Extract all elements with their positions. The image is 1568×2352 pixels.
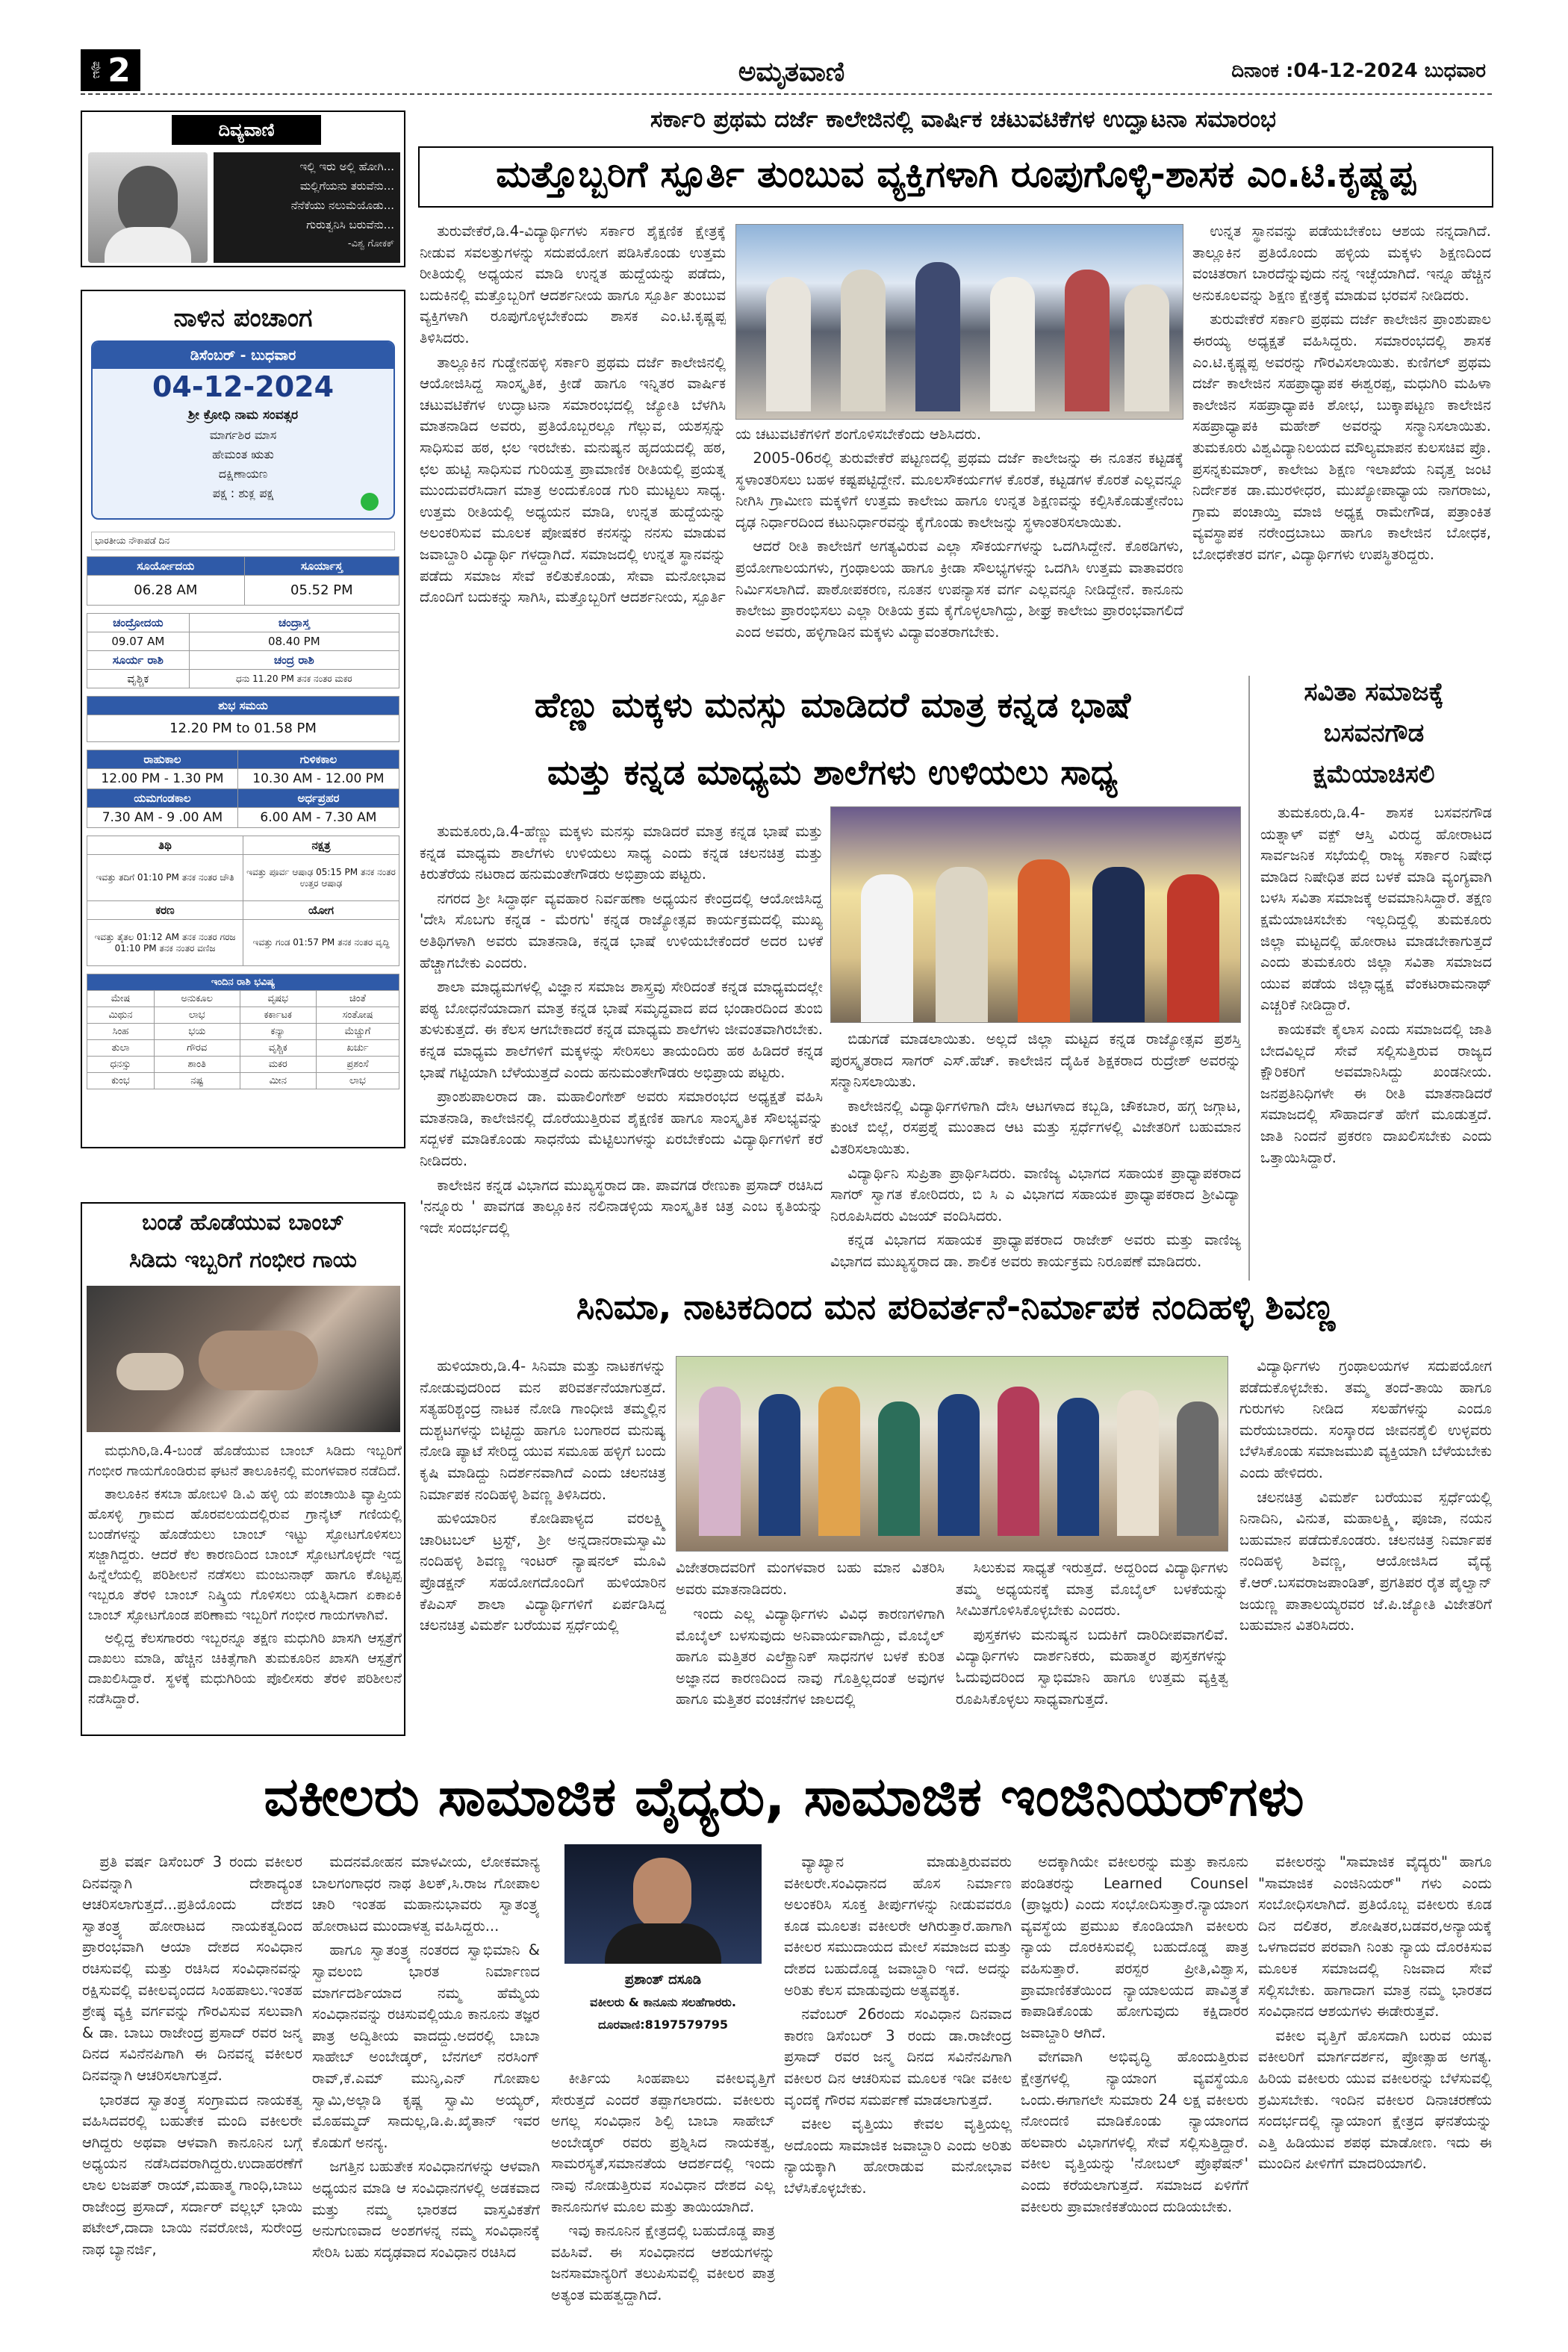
surya-rashi-label: ಸೂರ್ಯ ರಾಶಿ bbox=[87, 651, 190, 670]
paragraph: ವಕೀಲರನ್ನು "ಸಾಮಾಜಿಕ ವೈದ್ಯರು" ಹಾಗೂ "ಸಾಮಾಜಿಕ ಎಂಜಿನಿಯರ್" ಗಳು ಎಂದು ಸಂಬೋಧಿಸಲಾಗಿದೆ. ಪ್ರತಿಯೊಬ್ಬ ವಕೀಲರು ಕೂಡ ದಿನ ದಲಿತರ, ಶೋಷಿತರ,ಬಡವರ,ಅನ್ಯಾಯಕ್ಕೆ ಒಳಗಾದವರ ಪರವಾಗಿ ನಿಂತು ನ್ಯಾಯ ದೊರಕಿಸುವ ಮೂಲಕ ಸಮಾಜದಲ್ಲಿ ನಿಜವಾದ ಸೇವೆ ಸಲ್ಲಿಸಬೇಕು. ಹಾಗಾದಾಗ ಮಾತ್ರ ನಮ್ಮ ಭಾರತದ ಸಂವಿಧಾನದ ಆಶಯಗಳು ಈಡೇರುತ್ತವೆ. bbox=[1258, 1853, 1492, 2020]
gulika-value: 10.30 AM - 12.00 PM bbox=[237, 769, 399, 789]
story3-col3 bbox=[956, 1558, 1228, 1737]
rashi-prediction: ಮೆಚ್ಚುಗೆ bbox=[316, 1024, 399, 1040]
paragraph: ನಗರದ ಶ್ರೀ ಸಿದ್ಧಾರ್ಥ ವ್ಯವಹಾರ ನಿರ್ವಹಣಾ ಅಧ್ಯಯನ ಕೇಂದ್ರದಲ್ಲಿ ಆಯೋಜಿಸಿದ್ದ 'ದೇಸಿ ಸೊಬಗು ಕನ್ನಡ - ಮೆರಗು' ಕನ್ನಡ ರಾಜ್ಯೋತ್ಸವ ಕಾರ್ಯಕ್ರಮದಲ್ಲಿ ಮುಖ್ಯ ಅತಿಥಿಗಳಾಗಿ ಅವರು ಮಾತನಾಡಿ, ಕನ್ನಡ ಭಾಷೆ ಉಳಿಯಬೇಕೆಂದರೆ ಅದರ ಬಳಕೆ ಹೆಚ್ಚಾಗಬೇಕು ಎಂದರು. bbox=[420, 889, 823, 971]
rashi-prediction: ನಷ್ಟ bbox=[154, 1073, 240, 1089]
paragraph: ತುರುವೇಕೆರೆ ಸರ್ಕಾರಿ ಪ್ರಥಮ ದರ್ಜೆ ಕಾಲೇಜಿನ ಪ್ರಾಂಶುಪಾಲ ಈರಯ್ಯ ಅಧ್ಯಕ್ಷತೆ ವಹಿಸಿದ್ದರು. ಸಮಾರಂಭದಲ್ಲಿ ಶಾಸಕ ಎಂ.ಟಿ.ಕೃಷ್ಣಪ್ಪ ಅವರನ್ನು ಗೌರವಿಸಲಾಯಿತು. ಕುಣಿಗಲ್ ಪ್ರಥಮ ದರ್ಜೆ ಕಾಲೇಜಿನ ಸಹಪ್ರಾಧ್ಯಾಪಕ ಈಶ್ವರಪ್ಪ, ಮಧುಗಿರಿ ಮಹಿಳಾ ಕಾಲೇಜಿನ ಸಹಪ್ರಾಧ್ಯಾಪಕಿ ಶೋಭ, ಬುಕ್ಕಾಪಟ್ಟಣ ಕಾಲೇಜಿನ ಸಹಪ್ರಾಧ್ಯಾಪಕಿ ಮಹೇಶ್ ಅವರನ್ನು ಸನ್ಮಾನಿಸಲಾಯಿತು. ತುಮಕೂರು ವಿಶ್ವವಿದ್ಯಾನಿಲಯದ ಮೌಲ್ಯಮಾಪನ ಕುಲಸಚಿವ ಪ್ರೊ. ಪ್ರಸನ್ನಕುಮಾರ್, ಕಾಲೇಜು ಶಿಕ್ಷಣ ಇಲಾಖೆಯ ನಿವೃತ್ತ ಜಂಟಿ ನಿರ್ದೇಶಕ ಡಾ.ಮುರಳೀಧರ, ಮುಖ್ಯೋಪಾಧ್ಯಾಯ ನಾಗರಾಜು, ಗ್ರಾಮ ಪಂಚಾಯ್ತಿ ಮಾಜಿ ಅಧ್ಯಕ್ಷ ರಾಮೇಗೌಡ, ಪತ್ರಾಂಕಿತ ವ್ಯವಸ್ಥಾಪಕ ನರೇಂದ್ರಬಾಬು ಹಾಗೂ ಕಾಲೇಜಿನ ಬೋಧಕ, ಬೋಧಕೇತರ ವರ್ಗ, ವಿದ್ಯಾರ್ಥಿಗಳು ಉಪಸ್ಥಿತರಿದ್ದರು. bbox=[1192, 311, 1491, 563]
story4-col4 bbox=[784, 1852, 1012, 2345]
paragraph: ಪ್ರತಿ ವರ್ಷ ಡಿಸೆಂಬರ್ 3 ರಂದು ವಕೀಲರ ದಿನವನ್ನಾಗಿ ದೇಶಾದ್ಯಂತ ಆಚರಿಸಲಾಗುತ್ತದೆ...ಪ್ರತಿಯೊಂದು ದೇಶದ ಸ್ವಾತಂತ್ರ್ಯ ಹೋರಾಟದ ನಾಯಕತ್ವದಿಂದ ಪ್ರಾರಂಭವಾಗಿ ಆಯಾ ದೇಶದ ಸಂವಿಧಾನ ರಚಿಸುವಲ್ಲಿ ಮತ್ತು ರಚಿಸಿದ ಸಂವಿಧಾನವನ್ನು ರಕ್ಷಿಸುವಲ್ಲಿ ವಕೀಲವೃಂದದ ಸಿಂಹಪಾಲು.ಇಂತಹ ಶ್ರೇಷ್ಠ ವ್ಯಕ್ತಿ ವರ್ಗವನ್ನು ಗೌರವಿಸುವ ಸಲುವಾಗಿ & ಡಾ. ಬಾಬು ರಾಜೇಂದ್ರ ಪ್ರಸಾದ್ ರವರ ಜನ್ಮ ದಿನದ ಸವಿನೆನಪಿಗಾಗಿ ಈ ದಿನವನ್ನ ವಕೀಲರ ದಿನವನ್ನಾಗಿ ಆಚರಿಸಲಾಗುತ್ತದೆ. bbox=[82, 1853, 302, 2084]
shubha-table bbox=[87, 696, 399, 742]
paragraph: ಪ್ರಾಂಶುಪಾಲರಾದ ಡಾ. ಮಹಾಲಿಂಗೇಶ್ ಅವರು ಸಮಾರಂಭದ ಅಧ್ಯಕ್ಷತೆ ವಹಿಸಿ ಮಾತನಾಡಿ, ಕಾಲೇಜಿನಲ್ಲಿ ದೊರೆಯುತ್ತಿರುವ ಶೈಕ್ಷಣಿಕ ಹಾಗೂ ಸಾಂಸ್ಕೃತಿಕ ಸೌಲಭ್ಯವನ್ನು ಸದ್ಬಳಕೆ ಮಾಡಿಕೊಂಡು ಸಾಧನೆಯ ಮೆಟ್ಟಿಲುಗಳನ್ನು ಏರಬೇಕೆಂದು ವಿದ್ಯಾರ್ಥಿಗಳಿಗೆ ಕರೆ ನೀಡಿದರು. bbox=[420, 1088, 823, 1169]
story1-headline: ಮತ್ತೊಬ್ಬರಿಗೆ ಸ್ಪೂರ್ತಿ ತುಂಬುವ ವ್ಯಕ್ತಿಗಳಾಗಿ ರೂಪುಗೊಳ್ಳಿ-ಶಾಸಕ ಎಂ.ಟಿ.ಕೃಷ್ಣಪ್ಪ bbox=[418, 146, 1493, 208]
moon-table bbox=[87, 613, 399, 688]
quote-line: ಇಲ್ಲಿ ಇರು ಅಲ್ಲಿ ಹೋಗಿ... bbox=[299, 160, 394, 173]
story1-photo bbox=[735, 224, 1183, 420]
ayana: ದಕ್ಷಿಣಾಯಣ bbox=[218, 467, 268, 481]
paragraph: ನವೆಂಬರ್ 26ರಂದು ಸಂವಿಧಾನ ದಿನವಾದ ಕಾರಣ ಡಿಸೆಂಬರ್ 3 ರಂದು ಡಾ.ರಾಜೇಂದ್ರ ಪ್ರಸಾದ್ ರವರ ಜನ್ಮ ದಿನದ ಸವಿನೆನಪಿಗಾಗಿ ವಕೀಲರ ದಿನ ಆಚರಿಸುವ ಮೂಲಕ ಇಡೀ ವಕೀಲ ವೃಂದಕ್ಕೆ ಗೌರವ ಸಮರ್ಪಣೆ ಮಾಡಲಾಗುತ್ತದೆ. bbox=[784, 2006, 1012, 2109]
quote-author: -ವಿಶ್ವ ಗೋಕಕ್ bbox=[347, 238, 394, 249]
karana-label: ಕರಣ bbox=[87, 901, 243, 920]
divyavani-quote bbox=[214, 152, 400, 263]
moonset-value: 08.40 PM bbox=[189, 632, 399, 651]
month-day: ಡಿಸೆಂಬರ್ - ಬುಧವಾರ bbox=[93, 342, 393, 369]
rashi-sign: ವೃಷಭ bbox=[240, 991, 316, 1007]
story2-headline-1: ಹೆಣ್ಣು ಮಕ್ಕಳು ಮನಸ್ಸು ಮಾಡಿದರೆ ಮಾತ್ರ ಕನ್ನಡ ಭಾಷೆ bbox=[534, 687, 1131, 725]
rashi-table bbox=[87, 974, 399, 1089]
masa: ಮಾರ್ಗಶಿರ ಮಾಸ bbox=[209, 428, 277, 442]
rashi-prediction: ಸಂತೋಷ bbox=[316, 1007, 399, 1024]
panchanga-box bbox=[81, 290, 405, 1148]
story4-col3 bbox=[551, 2068, 775, 2345]
story4-col1 bbox=[82, 1852, 302, 2345]
tithi-table bbox=[87, 836, 399, 966]
rahu-label: ರಾಹುಕಾಲ bbox=[87, 750, 238, 769]
story2-photo bbox=[830, 806, 1241, 1023]
moonrise-value: 09.07 AM bbox=[87, 632, 190, 651]
gulika-label: ಗುಳಿಕಕಾಲ bbox=[237, 750, 399, 769]
rashi-row bbox=[87, 1057, 399, 1073]
paragraph: ಕಾಲೇಜಿನ ಕನ್ನಡ ವಿಭಾಗದ ಮುಖ್ಯಸ್ಥರಾದ ಡಾ. ಪಾವಗಡ ರೇಣುಕಾ ಪ್ರಸಾದ್ ರಚಿಸಿದ 'ನನ್ನೂರು ' ಪಾವಗಡ ತಾಲ್ಲೂಕಿನ ನಲಿನಾಡಳ್ಳಿಯ ಸಾಂಸ್ಕೃತಿಕ ಚಿತ್ರ ಎಂಬ ಕೃತಿಯನ್ನು ಇದೇ ಸಂದರ್ಭದಲ್ಲಿ bbox=[420, 1176, 823, 1236]
rashi-sign: ಮಿಥುನ bbox=[87, 1007, 155, 1024]
story1-photo-caption: ಯ ಚಟುವಟಿಕೆಗಳಿಗೆ ಶಂಗೊಳಿಸಬೇಕೆಂದು ಆಶಿಸಿದರು. bbox=[735, 426, 982, 443]
paragraph: ಚಲನಚಿತ್ರ ವಿಮರ್ಶೆ ಬರೆಯುವ ಸ್ಪರ್ಧೆಯಲ್ಲಿ ನಿನಾದಿನಿ, ವಿನುತ, ಮಹಾಲಕ್ಷ್ಮಿ, ಪೂಜಾ, ನಯನ ಬಹುಮಾನ ಪಡೆದುಕೊಂಡರು. ಚಲನಚಿತ್ರ ನಿರ್ಮಾಪಕ ನಂದಿಹಳ್ಳಿ ಶಿವಣ್ಣ, ಆಯೋಜಿಸಿದ ವೈದ್ಯೆ ಕೆ.ಆರ್.ಬಸವರಾಜಪಾಂಡಿತ್, ಪ್ರಗತಿಪರ ರೈತ ಪೈಲ್ವಾನ್ ಜಯಣ್ಣ ಪಾತಾಲಯ್ಯರವರ ಜೆ.ಪಿ.ಜ್ಯೋತಿ ವಿಜೇತರಿಗೆ ಬಹುಮಾನ ವಿತರಿಸಿದರು. bbox=[1239, 1488, 1492, 1634]
story3-headline: ಸಿನಿಮಾ, ನಾಟಕದಿಂದ ಮನ ಪರಿವರ್ತನೆ-ನಿರ್ಮಾಪಕ ನಂದಿಹಳ್ಳಿ ಶಿವಣ್ಣ bbox=[576, 1289, 1336, 1327]
paragraph: ಪುಸ್ತಕಗಳು ಮನುಷ್ಯನ ಬದುಕಿಗೆ ದಾರಿದೀಪವಾಗಲಿವೆ. ವಿದ್ಯಾರ್ಥಿಗಳು ದಾರ್ಶನಿಕರು, ಮಹಾತ್ಮರ ಪುಸ್ತಕಗಳನ್ನು ಓದುವುದರಿಂದ ಸ್ವಾಭಿಮಾನಿ ಹಾಗೂ ಉತ್ತಮ ವ್ಯಕ್ತಿತ್ವ ರೂಪಿಸಿಕೊಳ್ಳಲು ಸಾಧ್ಯವಾಗುತ್ತದೆ. bbox=[956, 1625, 1228, 1708]
shubha-value: 12.20 PM to 01.58 PM bbox=[87, 715, 399, 742]
story3-col2 bbox=[676, 1604, 945, 1738]
paragraph: ಜಗತ್ತಿನ ಬಹುತೇಕ ಸಂವಿಧಾನಗಳನ್ನು ಆಳವಾಗಿ ಅಧ್ಯಯನ ಮಾಡಿ ಆ ಸಂವಿಧಾನಗಳಲ್ಲಿ ಅಡಕವಾದ ಮತ್ತು ನಮ್ಮ ಭಾರತದ ವಾಸ್ತವಿಕತೆಗೆ ಅನುಗುಣವಾದ ಅಂಶಗಳನ್ನ ನಮ್ಮ ಸಂವಿಧಾನಕ್ಕೆ ಸೇರಿಸಿ ಬಹು ಸದೃಢವಾದ ಸಂವಿಧಾನ ರಚಿಸಿದ bbox=[312, 2158, 540, 2261]
time-note: ಭಾರತೀಯ ನೌಕಾಪಡೆ ದಿನ bbox=[91, 532, 395, 550]
rashi-sign: ಕುಂಭ bbox=[87, 1073, 155, 1089]
paragraph: ಇವು ಕಾನೂನಿನ ಕ್ಷೇತ್ರದಲ್ಲಿ ಬಹುದೊಡ್ಡ ಪಾತ್ರ ವಹಿಸಿವೆ. ಈ ಸಂವಿಧಾನದ ಆಶಯಗಳನ್ನು ಜನಸಾಮಾನ್ಯರಿಗೆ ತಲುಪಿಸುವಲ್ಲಿ ವಕೀಲರ ಪಾತ್ರ ಅತ್ಯಂತ ಮಹತ್ವದ್ದಾಗಿದೆ. bbox=[551, 2222, 775, 2303]
yoga-value: ಇವತ್ತು ಗಂಡ 01:57 PM ತನಕ ನಂತರ ವೃದ್ಧಿ bbox=[243, 920, 399, 966]
paksha: ಪಕ್ಷ : ಶುಕ್ಲ ಪಕ್ಷ bbox=[212, 486, 274, 500]
moonrise-label: ಚಂದ್ರೋದಯ bbox=[87, 614, 190, 632]
panchanga-title: ನಾಳಿನ ಪಂಚಾಂಗ bbox=[173, 303, 313, 333]
masthead bbox=[0, 0, 1568, 97]
paragraph: ಕಾಲೇಜಿನಲ್ಲಿ ವಿದ್ಯಾರ್ಥಿಗಳಿಗಾಗಿ ದೇಸಿ ಆಟಗಳಾದ ಕಬ್ಬಡಿ, ಚೌಕಬಾರ, ಹಗ್ಗ ಜಗ್ಗಾಟ, ಕುಂಟೆ ಬಿಲ್ಲೆ, ರಸಪ್ರಶ್ನೆ ಮುಂತಾದ ಆಟ ಮತ್ತು ಸ್ಪರ್ಧೆಗಳಲ್ಲಿ ವಿಜೇತರಿಗೆ ಬಹುಮಾನ ವಿತರಿಸಲಾಯಿತು. bbox=[830, 1097, 1241, 1157]
rashi-row bbox=[87, 1024, 399, 1040]
paragraph: ತುರುವೇಕೆರೆ,ಡಿ.4-ವಿದ್ಯಾರ್ಥಿಗಳು ಸರ್ಕಾರ ಶೈಕ್ಷಣಿಕ ಕ್ಷೇತ್ರಕ್ಕೆ ನೀಡುವ ಸವಲತ್ತುಗಳನ್ನು ಸದುಪಯೋಗ ಪಡಿಸಿಕೊಂಡು ಉತ್ತಮ ರೀತಿಯಲ್ಲಿ ಅಧ್ಯಯನ ಮಾಡಿ ಉನ್ನತ ಹುದ್ದೆಯನ್ನು ಪಡೆದು, ಬದುಕಿನಲ್ಲಿ ಮತ್ತೊಬ್ಬರಿಗೆ ಆದರ್ಶನೀಯ ಹಾಗೂ ಸ್ಪೂರ್ತಿ ತುಂಬುವ ವ್ಯಕ್ತಿಗಳಾಗಿ ರೂಪುಗೊಳ್ಳಬೇಕೆಂದು ಶಾಸಕ ಎಂ.ಟಿ.ಕೃಷ್ಣಪ್ಪ ತಿಳಿಸಿದರು. bbox=[420, 223, 726, 346]
paragraph: ಆದರೆ ರೀತಿ ಕಾಲೇಜಿಗೆ ಅಗತ್ಯವಿರುವ ಎಲ್ಲಾ ಸೌಕರ್ಯಗಳನ್ನು ಒದಗಿಸಿದ್ದೇನೆ. ಕೊಠಡಿಗಳು, ಪ್ರಯೋಗಾಲಯಗಳು, ಗ್ರಂಥಾಲಯ ಹಾಗೂ ಕ್ರೀಡಾ ಸೌಲಭ್ಯಗಳನ್ನು ಒದಗಿಸಿ ಉತ್ತಮ ವಾತಾವರಣ ನಿರ್ಮಿಸಲಾಗಿದೆ. ಪಾಠೋಪಕರಣ, ನೂತನ ಉಪನ್ಯಾಸಕ ವರ್ಗ ಎಲ್ಲವನ್ನೂ ನೀಡಿದ್ದೇನೆ. ಕಾನೂನು ಕಾಲೇಜು ಪ್ರಾರಂಭಿಸಲು ಎಲ್ಲಾ ರೀತಿಯ ಕ್ರಮ ಕೈಗೊಳ್ಳಲಾಗಿದ್ದು, ಶೀಘ್ರ ಕಾಲೇಜು ಪ್ರಾರಂಭವಾಗಲಿದೆ ಎಂದ ಅವರು, ಹಳ್ಳಿಗಾಡಿನ ಮಕ್ಕಳು ವಿದ್ಯಾವಂತರಾಗಬೇಕು. bbox=[735, 538, 1183, 641]
paragraph: ಮದನಮೋಹನ ಮಾಳವೀಯ, ಲೋಕಮಾನ್ಯ ಬಾಲಗಂಗಾಧರ ನಾಥ ತಿಲಕ್,ಸಿ.ರಾಜ ಗೋಪಾಲ ಚಾರಿ ಇಂತಹ ಮಹಾನುಭಾವರು ಸ್ವಾತಂತ್ರ್ಯ ಹೋರಾಟದ ಮುಂದಾಳತ್ವ ವಹಿಸಿದ್ದರು... bbox=[312, 1853, 540, 1935]
story4-col6 bbox=[1258, 1852, 1492, 2345]
story4-col2 bbox=[312, 1852, 540, 2345]
bomb-paragraph: ತಾಲೂಕಿನ ಕಸಬಾ ಹೋಬಳಿ ಡಿ.ವಿ ಹಳ್ಳಿ ಯ ಪಂಚಾಯಿತಿ ವ್ಯಾಪ್ತಿಯ ಹೊಸಳ್ಳಿ ಗ್ರಾಮದ ಹೊರವಲಯದಲ್ಲಿರುವ ಗ್ರಾನೈಟ್ ಗಣಿಯಲ್ಲಿ ಬಂಡೆಗಳನ್ನು ಹೊಡೆಯಲು ಬಾಂಬ್ ಇಟ್ಟು ಸ್ಫೋಟಗೊಳಿಸಲು ಸಜ್ಜಾಗಿದ್ದರು. ಆದರೆ ಕೆಲ ಕಾರಣದಿಂದ ಬಾಂಬ್ ಸ್ಫೋಟಗೊಳ್ಳದೇ ಇದ್ದ ಹಿನ್ನೆಲೆಯಲ್ಲಿ ಪರಿಶೀಲನೆ ನಡೆಸಲು ಮಂಜುನಾಥ್ ಹಾಗೂ ಕೊಟ್ಟಪ್ಪ ಇಬ್ಬರೂ ತೆರಳಿ ಬಾಂಬ್ ನಿಷ್ಕ್ರಿಯ ಗೊಳಿಸಲು ಯತ್ನಿಸಿದಾಗ ಏಕಾಏಕಿ ಬಾಂಬ್ ಸ್ಫೋಟಗೊಂಡ ಪರಿಣಾಮ ಇಬ್ಬರಿಗೆ ಗಂಭೀರ ಗಾಯಗಳಾಗಿವೆ. bbox=[88, 1487, 402, 1623]
page-label: ಪುಟ bbox=[90, 61, 105, 79]
quote-line: ನೆನೆಕೆಯು ನಲುಮೆಯೊಡು... bbox=[290, 199, 394, 212]
nakshatra-value: ಇವತ್ತು ಪೂರ್ವ ಆಷಾಢ 05:15 PM ತನಕ ನಂತರ ಉತ್ತರ ಆಷಾಢ bbox=[243, 855, 399, 901]
rashi-prediction: ಖರ್ಚು bbox=[316, 1040, 399, 1057]
chandra-rashi-value: ಧನು 11.20 PM ತನಕ ನಂತರ ಮಕರ bbox=[189, 670, 399, 688]
paragraph: ಅದಕ್ಕಾಗಿಯೇ ವಕೀಲರನ್ನು ಮತ್ತು ಕಾನೂನು ಪಂಡಿತರನ್ನು Learned Counsel (ಪ್ರಾಜ್ಞರು) ಎಂದು ಸಂಭೋದಿಸುತ್ತಾರೆ.ನ್ಯಾಯಾಂಗ ವ್ಯವಸ್ಥೆಯ ಪ್ರಮುಖ ಕೊಂಡಿಯಾಗಿ ವಕೀಲರು ನ್ಯಾಯ ದೊರಕಿಸುವಲ್ಲಿ ಬಹುದೊಡ್ಡ ಪಾತ್ರ ವಹಿಸುತ್ತಾರೆ. ಪರಸ್ಪರ ಪ್ರೀತಿ,ವಿಶ್ವಾಸ, ಪ್ರಾಮಾಣಿಕತೆಯಿಂದ ನ್ಯಾಯಾಲಯದ ಪಾವಿತ್ರ್ಯತೆ ಕಾಪಾಡಿಕೊಂಡು ಹೋಗುವುದು ಕಕ್ಷಿದಾರರ ಜವಾಬ್ದಾರಿ ಆಗಿದೆ. bbox=[1021, 1853, 1248, 2041]
rashi-prediction: ಪ್ರಶಂಸೆ bbox=[316, 1057, 399, 1073]
divyavani-title: ದಿವ್ಯವಾಣಿ bbox=[172, 115, 321, 145]
story4-col5 bbox=[1021, 1852, 1248, 2345]
samvatsara: ಶ್ರೀ ಕ್ರೋಧಿ ನಾಮ ಸಂವತ್ಸರ bbox=[187, 408, 299, 423]
rashi-sign: ತುಲಾ bbox=[87, 1040, 155, 1057]
paragraph: ಹುಳಿಯಾರಿನ ಕೋಡಿಪಾಳ್ಯದ ವರಲಕ್ಷ್ಮಿ ಚಾರಿಟಬಲ್ ಟ್ರಸ್ಟ್, ಶ್ರೀ ಅನ್ನದಾನರಾಮಸ್ವಾಮಿ ನಂದಿಹಳ್ಳಿ ಶಿವಣ್ಣ ಇಂಟರ್ ನ್ಯಾಷನಲ್ ಮೂವಿ ಪ್ರೊಡಕ್ಷನ್ ಸಹಯೋಗದೊಂದಿಗೆ ಹುಳಿಯಾರಿನ ಕೆಪಿಎಸ್ ಶಾಲಾ ವಿದ್ಯಾರ್ಥಿಗಳಿಗೆ ಏರ್ಪಡಿಸಿದ್ದ ಚಲನಚಿತ್ರ ವಿಮರ್ಶೆ ಬರೆಯುವ ಸ್ಪರ್ಧೆಯಲ್ಲಿ bbox=[420, 1510, 666, 1634]
savita-headline-2: ಬಸವನಗೌಡ bbox=[1323, 718, 1425, 748]
paragraph: ಕನ್ನಡ ವಿಭಾಗದ ಸಹಾಯಕ ಪ್ರಾಧ್ಯಾಪಕರಾದ ರಾಜೇಶ್ ಅವರು ಮತ್ತು ವಾಣಿಜ್ಯ ವಿಭಾಗದ ಮುಖ್ಯಸ್ಥರಾದ ಡಾ. ಶಾಲಿಕ ಅವರು ಕಾರ್ಯಕ್ರಮ ನಿರೂಪಣೆ ಮಾಡಿದರು. bbox=[830, 1231, 1241, 1270]
quote-line: ಮಲ್ಲಿಗೆಯನು ತರುವೆನು... bbox=[299, 179, 394, 193]
yoga-label: ಯೋಗ bbox=[243, 901, 399, 920]
rashi-row bbox=[87, 991, 399, 1007]
paper-name: ಅಮೃತವಾಣಿ bbox=[738, 57, 845, 87]
paragraph: ವಕೀಲ ವೃತ್ತಿಯು ಕೇವಲ ವೃತ್ತಿಯಲ್ಲ ಅದೊಂದು ಸಾಮಾಜಿಕ ಜವಾಬ್ದಾರಿ ಎಂದು ಅರಿತು ನ್ಯಾಯಕ್ಕಾಗಿ ಹೋರಾಡುವ ಮನೋಭಾವ ಬೆಳೆಸಿಕೊಳ್ಳಬೇಕು. bbox=[784, 2115, 1012, 2197]
savita-headline-3: ಕ್ಷಮೆಯಾಚಿಸಲಿ bbox=[1313, 759, 1435, 789]
bomb-body bbox=[88, 1441, 402, 1734]
rashi-prediction: ಶಾಂತಿ bbox=[154, 1057, 240, 1073]
panchanga-date-card bbox=[91, 340, 395, 520]
nakshatra-label: ನಕ್ಷತ್ರ bbox=[243, 836, 399, 855]
whatsapp-icon bbox=[361, 493, 379, 511]
shubha-label: ಶುಭ ಸಮಯ bbox=[87, 697, 399, 715]
author-name: ಪ್ರಶಾಂತ್ ದಸೂಡಿ bbox=[624, 1972, 702, 1988]
rashi-row bbox=[87, 1040, 399, 1057]
divyavani-box bbox=[81, 111, 405, 267]
quote-line: ಗುರುತ್ವನಿಸಿ ಬರುವೆನು... bbox=[306, 218, 394, 231]
chandra-rashi-label: ಚಂದ್ರ ರಾಶಿ bbox=[189, 651, 399, 670]
story2-col2 bbox=[830, 1029, 1241, 1275]
bomb-paragraph: ಮಧುಗಿರಿ,ಡಿ.4-ಬಂಡೆ ಹೊಡೆಯುವ ಬಾಂಬ್ ಸಿಡಿದು ಇಬ್ಬರಿಗೆ ಗಂಭೀರ ಗಾಯಗೊಂಡಿರುವ ಘಟನೆ ತಾಲೂಕಿನಲ್ಲಿ ಮಂಗಳವಾರ ನಡೆದಿದೆ. bbox=[88, 1443, 402, 1479]
column-divider bbox=[1248, 676, 1250, 1281]
rahu-value: 12.00 PM - 1.30 PM bbox=[87, 769, 238, 789]
divyavani-portrait bbox=[88, 152, 208, 263]
story3-col1 bbox=[420, 1356, 666, 1737]
rashi-sign: ಕರ್ಕಾಟಕ bbox=[240, 1007, 316, 1024]
story3-col4 bbox=[1239, 1356, 1492, 1737]
story2-col1 bbox=[420, 821, 823, 1269]
rashi-prediction: ಅನುಕೂಲ bbox=[154, 991, 240, 1007]
paragraph: ತುಮಕೂರು,ಡಿ.4-ಹೆಣ್ಣು ಮಕ್ಕಳು ಮನಸ್ಸು ಮಾಡಿದರೆ ಮಾತ್ರ ಕನ್ನಡ ಭಾಷೆ ಮತ್ತು ಕನ್ನಡ ಮಾಧ್ಯಮ ಶಾಲೆಗಳು ಉಳಿಯಲು ಸಾಧ್ಯ ಎಂದು ಕನ್ನಡ ಚಲನಚಿತ್ರ ಮತ್ತು ಕಿರುತೆರೆಯ ನಟರಾದ ಹನುಮಂತೇಗೌಡರು ಅಭಿಪ್ರಾಯ ಪಟ್ಟರು. bbox=[420, 823, 823, 883]
rashi-sign: ಕನ್ಯಾ bbox=[240, 1024, 316, 1040]
kala-table bbox=[87, 750, 399, 828]
ardha-value: 6.00 AM - 7.30 AM bbox=[237, 808, 399, 828]
bomb-headline-2: ಸಿಡಿದು ಇಬ್ಬರಿಗೆ ಗಂಭೀರ ಗಾಯ bbox=[129, 1247, 357, 1273]
paragraph: ಕೀರ್ತಿಯ ಸಿಂಹಪಾಲು ವಕೀಲವೃತ್ತಿಗೆ ಸೇರುತ್ತದೆ ಎಂದರೆ ತಪ್ಪಾಗಲಾರದು. ವಕೀಲರು ಅಗಲ್ಲ ಸಂವಿಧಾನ ಶಿಲ್ಪಿ ಬಾಬಾ ಸಾಹೇಬ್ ಅಂಬೇಡ್ಕರ್ ರವರು ಪ್ರಶ್ನಿಸಿದ ನಾಯಕತ್ವ, ಸಾಮರಸ್ಯತೆ,ಸಮಾನತೆಯ ಆದರ್ಶದಲ್ಲಿ ಇಂದು ನಾವು ನೋಡುತ್ತಿರುವ ಸಂವಿಧಾನ ದೇಶದ ಎಲ್ಲ ಕಾನೂನುಗಳ ಮೂಲ ಮತ್ತು ತಾಯಿಯಾಗಿದೆ. bbox=[551, 2070, 775, 2215]
yama-value: 7.30 AM - 9 .00 AM bbox=[87, 808, 238, 828]
rashi-sign: ಮೇಷ bbox=[87, 991, 155, 1007]
rashi-sign: ವೃಶ್ಚಿಕ bbox=[240, 1040, 316, 1057]
rashi-prediction: ಭಯ bbox=[154, 1024, 240, 1040]
rashi-sign: ಸಿಂಹ bbox=[87, 1024, 155, 1040]
author-role: ವಕೀಲರು & ಕಾನೂನು ಸಲಹೆಗಾರರು. bbox=[590, 1995, 736, 2009]
sunrise-label: ಸೂರ್ಯೋದಯ bbox=[87, 557, 245, 576]
bomb-photo bbox=[87, 1286, 400, 1432]
rashi-sign: ಮೀನ bbox=[240, 1073, 316, 1089]
rashi-prediction: ಲಾಭ bbox=[154, 1007, 240, 1024]
savita-body bbox=[1260, 803, 1492, 1277]
date-line: ದಿನಾಂಕ :04-12-2024 ಬುಧವಾರ bbox=[1231, 60, 1486, 82]
story3-photo bbox=[676, 1356, 1228, 1552]
ardha-label: ಅರ್ಧಪ್ರಹರ bbox=[237, 789, 399, 808]
paragraph: ಸಿಲುಕುವ ಸಾಧ್ಯತೆ ಇರುತ್ತದೆ. ಅದ್ದರಿಂದ ವಿದ್ಯಾರ್ಥಿಗಳು ತಮ್ಮ ಅಧ್ಯಯನಕ್ಕೆ ಮಾತ್ರ ಮೊಬೈಲ್ ಬಳಕೆಯನ್ನು ಸೀಮಿತಗೊಳಿಸಿಕೊಳ್ಳಬೇಕು ಎಂದರು. bbox=[956, 1559, 1228, 1620]
rashi-row bbox=[87, 1007, 399, 1024]
story3-photo-caption: ವಿಜೇತರಾದವರಿಗೆ ಮಂಗಳವಾರ ಬಹು ಮಾನ ವಿತರಿಸಿ ಅವರು ಮಾತನಾಡಿದರು. bbox=[676, 1559, 945, 1598]
page-number: 2 bbox=[108, 51, 131, 90]
bomb-story bbox=[81, 1202, 405, 1736]
author-photo bbox=[564, 1844, 762, 1964]
paragraph: ವಿದ್ಯಾರ್ಥಿನಿ ಸುಪ್ರಿತಾ ಪ್ರಾರ್ಥಿಸಿದರು. ವಾಣಿಜ್ಯ ವಿಭಾಗದ ಸಹಾಯಕ ಪ್ರಾಧ್ಯಾಪಕರಾದ ಸಾಗರ್ ಸ್ವಾಗತ ಕೋರಿದರು, ಬಿ ಸಿ ಎ ವಿಭಾಗದ ಸಹಾಯಕ ಪ್ರಾಧ್ಯಾಪಕರಾದ ಶ್ರೀವಿದ್ಯಾ ನಿರೂಪಿಸಿದರು ವಿಜಯ್ ವಂದಿಸಿದರು. bbox=[830, 1164, 1241, 1225]
story1-kicker: ಸರ್ಕಾರಿ ಪ್ರಥಮ ದರ್ಜೆ ಕಾಲೇಜಿನಲ್ಲಿ ವಾರ್ಷಿಕ ಚಟುವಟಿಕೆಗಳ ಉದ್ಘಾಟನಾ ಸಮಾರಂಭ bbox=[650, 106, 1276, 133]
karana-value: ಇವತ್ತು ತೈತಲ 01:12 AM ತನಕ ನಂತರ ಗರಜ 01:10 PM ತನಕ ನಂತರ ವಣಿಜ bbox=[87, 920, 243, 966]
paragraph: ಉನ್ನತ ಸ್ಥಾನವನ್ನು ಪಡೆಯಬೇಕೆಂಬ ಆಶಯ ನನ್ನದಾಗಿದೆ. ತಾಲ್ಲೂಕಿನ ಪ್ರತಿಯೊಂದು ಹಳ್ಳಿಯ ಮಕ್ಕಳು ಶಿಕ್ಷಣದಿಂದ ವಂಚಿತರಾಗ ಬಾರದೆನ್ನುವುದು ನನ್ನ ಇಚ್ಛೆಯಾಗಿದೆ. ಇನ್ನೂ ಹೆಚ್ಚಿನ ಅನುಕೂಲವನ್ನು ಶಿಕ್ಷಣ ಕ್ಷೇತ್ರಕ್ಕೆ ಮಾಡುವ ಭರವಸೆ ನೀಡಿದರು. bbox=[1192, 223, 1491, 304]
paragraph: ತಾಲ್ಲೂಕಿನ ಗುಡ್ಡೇನಹಳ್ಳಿ ಸರ್ಕಾರಿ ಪ್ರಥಮ ದರ್ಜೆ ಕಾಲೇಜಿನಲ್ಲಿ ಆಯೋಜಿಸಿದ್ದ ಸಾಂಸ್ಕೃತಿಕ, ಕ್ರೀಡೆ ಹಾಗೂ ಇನ್ನಿತರ ವಾರ್ಷಿಕ ಚಟುವಟಿಕೆಗಳ ಉದ್ಘಾಟನಾ ಸಮಾರಂಭದಲ್ಲಿ ಜ್ಯೋತಿ ಬೆಳಗಿಸಿ ಮಾತನಾಡಿದ ಅವರು, ಪ್ರತಿಯೊಬ್ಬರಲ್ಲೂ ಗೆಲ್ಲುವ, ಯಶಸ್ಸನ್ನು ಸಾಧಿಸುವ ಹಠ, ಛಲ ಇರಬೇಕು. ಮನುಷ್ಯನ ಹೃದಯದಲ್ಲಿ ಹಠ, ಛಲ ಹುಟ್ಟಿ ಸಾಧಿಸುವ ಗುರಿಯತ್ತ ಪ್ರಾಮಾಣಿಕ ರೀತಿಯಲ್ಲಿ ಪ್ರಯತ್ನ ಮುಂದುವರೆಸಿದಾಗ ಮಾತ್ರ ಅಂದುಕೊಂಡ ಗುರಿ ಮುಟ್ಟಲು ಸಾಧ್ಯ. ಉತ್ತಮ ರೀತಿಯಲ್ಲಿ ಅಧ್ಯಯನ ಮಾಡಿ, ಉನ್ನತ ಹುದ್ದೆಯನ್ನು ಅಲಂಕರಿಸುವ ಮೂಲಕ ಪೋಷಕರ ಕನಸನ್ನು ನನಸು ಮಾಡುವ ಜವಾಬ್ದಾರಿ ವಿದ್ಯಾರ್ಥಿ ಗಳದ್ದಾಗಿದೆ. ಸಮಾಜದಲ್ಲಿ ಉನ್ನತ ಸ್ಥಾನವನ್ನು ಪಡೆದು ಸಮಾಜ ಸೇವೆ ಕಲಿತುಕೊಂಡು, ಸೇವಾ ಮನೋಭಾವ ದೊಂದಿಗೆ ಬದುಕನ್ನು ಸಾಗಿಸಿ, ಮತ್ತೊಬ್ಬರಿಗೆ ಆದರ್ಶನೀಯ, ಸ್ಪೂರ್ತಿ bbox=[420, 353, 726, 606]
sunset-value: 05.52 PM bbox=[244, 576, 399, 606]
bomb-headline-1: ಬಂಡೆ ಹೊಡೆಯುವ ಬಾಂಬ್ bbox=[142, 1210, 344, 1236]
sunset-label: ಸೂರ್ಯಾಸ್ತ bbox=[244, 557, 399, 576]
author-card bbox=[551, 1844, 775, 2068]
rashi-sign: ಮಕರ bbox=[240, 1057, 316, 1073]
story2-headline-2: ಮತ್ತು ಕನ್ನಡ ಮಾಧ್ಯಮ ಶಾಲೆಗಳು ಉಳಿಯಲು ಸಾಧ್ಯ bbox=[547, 754, 1118, 792]
paragraph: ಶಾಲಾ ಮಾಧ್ಯಮಗಳಲ್ಲಿ ವಿಜ್ಞಾನ ಸಮಾಜ ಶಾಸ್ತ್ರವು ಸೇರಿದಂತೆ ಕನ್ನಡ ಮಾಧ್ಯಮದಲ್ಲೇ ಪಠ್ಯ ಬೋಧನೆಯಾದಾಗ ಮಾತ್ರ ಕನ್ನಡ ಭಾಷೆ ಸಮೃದ್ಧವಾದ ಪದ ಭಂಡಾರದಿಂದ ತುಂಬಿ ತುಳುಕುತ್ತದೆ. ಈ ಕೆಲಸ ಆಗಬೇಕಾದರೆ ಕನ್ನಡ ಮಾಧ್ಯಮ ಶಾಲೆಗಳು ಜೀವಂತವಾಗಿರಬೇಕು. ಕನ್ನಡ ಮಾಧ್ಯಮ ಶಾಲೆಗಳಿಗೆ ಮಕ್ಕಳನ್ನು ಸೇರಿಸಲು ತಾಯಂದಿರು ಹಠ ಹಿಡಿದರೆ ಕನ್ನಡ ಭಾಷೆ ಗಟ್ಟಿಯಾಗಿ ಬೆಳೆಯುತ್ತದೆ ಎಂದು ಹನುಮಂತೇಗೌಡರು ಅಭಿಪ್ರಾಯ ಪಟ್ಟರು. bbox=[420, 978, 823, 1081]
savita-headline-1: ಸವಿತಾ ಸಮಾಜಕ್ಕೆ bbox=[1304, 677, 1444, 707]
paragraph: 2005-06ರಲ್ಲಿ ತುರುವೇಕೆರೆ ಪಟ್ಟಣದಲ್ಲಿ ಪ್ರಥಮ ದರ್ಜೆ ಕಾಲೇಜನ್ನು ಈ ನೂತನ ಕಟ್ಟಡಕ್ಕೆ ಸ್ಥಳಾಂತರಿಸಲು ಬಹಳ ಕಷ್ಟಪಟ್ಟಿದ್ದೇನೆ. ಮೂಲಸೌಕರ್ಯಗಳ ಕೊರತೆ, ಕಟ್ಟಡಗಳ ಕೊರತೆ ಎಲ್ಲವನ್ನೂ ನೀಗಿಸಿ ಗ್ರಾಮೀಣ ಮಕ್ಕಳಿಗೆ ಉತ್ತಮ ಕಾಲೇಜು ಹಾಗೂ ಉನ್ನತ ಶಿಕ್ಷಣವನ್ನು ಕಲ್ಪಿಸಿಕೊಡುತ್ತೇನೆಂಬ ದೃಢ ನಿರ್ಧಾರದಿಂದ ಕಟುನಿರ್ಧಾರವನ್ನು ಕೈಗೊಂಡು ಕಾಲೇಜನ್ನು ಸ್ಥಳಾಂತರಿಸಲಾಯಿತು. bbox=[735, 449, 1183, 531]
rashi-prediction: ಲಾಭ bbox=[316, 1073, 399, 1089]
author-phone: ದೂರವಾಣಿ:8197579795 bbox=[598, 2017, 728, 2032]
masthead-rule bbox=[81, 93, 1492, 95]
tithi-label: ತಿಥಿ bbox=[87, 836, 243, 855]
rashi-prediction: ಚಿಂತೆ bbox=[316, 991, 399, 1007]
rashi-prediction: ಗೌರವ bbox=[154, 1040, 240, 1057]
rutu: ಹೇಮಂತ ಋತು bbox=[212, 447, 274, 461]
rashi-row bbox=[87, 1073, 399, 1089]
paragraph: ಭಾರತದ ಸ್ವಾತಂತ್ರ್ಯ ಸಂಗ್ರಾಮದ ನಾಯಕತ್ವ ವಹಿಸಿದವರಲ್ಲಿ ಬಹುತೇಕ ಮಂದಿ ವಕೀಲರೇ ಆಗಿದ್ದರು ಅಥವಾ ಆಳವಾಗಿ ಕಾನೂನಿನ ಬಗ್ಗೆ ಅಧ್ಯಯನ ನಡೆಸಿದವರಾಗಿದ್ದರು.ಉದಾಹರಣೆಗೆ ಲಾಲ ಲಜಪತ್ ರಾಯ್,ಮಹಾತ್ಮ ಗಾಂಧಿ,ಬಾಬು ರಾಜೇಂದ್ರ ಪ್ರಸಾದ್, ಸರ್ದಾರ್ ವಲ್ಲಭ್ ಭಾಯಿ ಪಟೇಲ್,ದಾದಾ ಬಾಯಿ ನವರೋಜಿ, ಸುರೇಂದ್ರ ನಾಥ ಬ್ಯಾನರ್ಜಿ, bbox=[82, 2091, 302, 2258]
paragraph: ಹುಳಿಯಾರು,ಡಿ.4- ಸಿನಿಮಾ ಮತ್ತು ನಾಟಕಗಳನ್ನು ನೋಡುವುದರಿಂದ ಮನ ಪರಿವರ್ತನೆಯಾಗುತ್ತದೆ. ಸತ್ಯಹರಿಶ್ಚಂದ್ರ ನಾಟಕ ನೋಡಿ ಗಾಂಧೀಜಿ ತಮ್ಮಲ್ಲಿನ ದುಶ್ಚಟಗಳನ್ನು ಬಿಟ್ಟಿದ್ದು ಹಾಗೂ ಬಂಗಾರದ ಮನುಷ್ಯ ನೋಡಿ ಪ್ಯಾಟೆ ಸೇರಿದ್ದ ಯುವ ಸಮೂಹ ಹಳ್ಳಿಗೆ ಬಂದು ಕೃಷಿ ಮಾಡಿದ್ದು ನಿದರ್ಶನವಾಗಿದೆ ಎಂದು ಚಲನಚಿತ್ರ ನಿರ್ಮಾಪಕ ನಂದಿಹಳ್ಳಿ ಶಿವಣ್ಣ ತಿಳಿಸಿದರು. bbox=[420, 1357, 666, 1503]
panchanga-date: 04-12-2024 bbox=[152, 370, 335, 403]
yama-label: ಯಮಗಂಡಕಾಲ bbox=[87, 789, 238, 808]
paragraph: ವಿದ್ಯಾರ್ಥಿಗಳು ಗ್ರಂಥಾಲಯಗಳ ಸದುಪಯೋಗ ಪಡೆದುಕೊಳ್ಳಬೇಕು. ತಮ್ಮ ತಂದೆ-ತಾಯಿ ಹಾಗೂ ಗುರುಗಳು ನೀಡಿದ ಸಲಹೆಗಳನ್ನು ಎಂದೂ ಮರೆಯಬಾರದು. ಸಂಸ್ಕಾರದ ಜೀವನಶೈಲಿ ಉಳ್ಳವರು ಬೆಳೆಸಿಕೊಂಡು ಸಮಾಜಮುಖಿ ವ್ಯಕ್ತಿಯಾಗಿ ಬೆಳೆಯಬೇಕು ಎಂದು ಹೇಳಿದರು. bbox=[1239, 1357, 1492, 1481]
moonset-label: ಚಂದ್ರಾಸ್ತ bbox=[189, 614, 399, 632]
story1-col1 bbox=[420, 221, 726, 676]
page-number-badge bbox=[81, 49, 140, 91]
bomb-paragraph: ಅಲ್ಲಿದ್ದ ಕೆಲಸಗಾರರು ಇಬ್ಬರನ್ನೂ ತಕ್ಷಣ ಮಧುಗಿರಿ ಖಾಸಗಿ ಆಸ್ಪತ್ರೆಗೆ ದಾಖಲು ಮಾಡಿ, ಹೆಚ್ಚಿನ ಚಿಕಿತ್ಸೆಗಾಗಿ ತುಮಕೂರಿನ ಖಾಸಗಿ ಆಸ್ಪತ್ರೆಗೆ ದಾಖಲಿಸಿದ್ದಾರೆ. ಸ್ಥಳಕ್ಕೆ ಮಧುಗಿರಿಯ ಪೊಲೀಸರು ತೆರಳಿ ಪರಿಶೀಲನೆ ನಡೆಸಿದ್ದಾರೆ. bbox=[88, 1631, 402, 1707]
story4-headline: ವಕೀಲರು ಸಾಮಾಜಿಕ ವೈದ್ಯರು, ಸಾಮಾಜಿಕ ಇಂಜಿನಿಯರ್‌ಗಳು bbox=[264, 1765, 1304, 1828]
paragraph: ಇಂದು ಎಲ್ಲ ವಿದ್ಯಾರ್ಥಿಗಳು ವಿವಿಧ ಕಾರಣಗಳಿಗಾಗಿ ಮೊಬೈಲ್ ಬಳಸುವುದು ಅನಿವಾರ್ಯವಾಗಿದ್ದು, ಮೊಬೈಲ್ ಹಾಗೂ ಮತ್ತಿತರ ಎಲೆಕ್ಟ್ರಾನಿಕ್ ಸಾಧನಗಳ ಬಳಕೆ ಕುರಿತ ಅಜ್ಞಾನದ ಕಾರಣದಿಂದ ನಾವು ಗೊತ್ತಿಲ್ಲದಂತೆ ಅವುಗಳ ಹಾಗೂ ಮತ್ತಿತರ ವಂಚನೆಗಳ ಜಾಲದಲ್ಲಿ bbox=[676, 1605, 945, 1708]
paragraph: ಕಾಯಕವೇ ಕೈಲಾಸ ಎಂದು ಸಮಾಜದಲ್ಲಿ ಜಾತಿ ಬೇದವಿಲ್ಲದೆ ಸೇವೆ ಸಲ್ಲಿಸುತ್ತಿರುವ ರಾಜ್ಯದ ಕ್ಷೌರಿಕರಿಗೆ ಅವಮಾನಿಸಿದ್ದು ಖಂಡನೀಯ. ಜನಪ್ರತಿನಿಧಿಗಳೇ ಈ ರೀತಿ ಮಾತನಾಡಿದರೆ ಸಮಾಜದಲ್ಲಿ ಸೌಹಾರ್ದತೆ ಹೇಗೆ ಮೂಡುತ್ತದೆ. ಜಾತಿ ನಿಂದನೆ ಪ್ರಕರಣ ದಾಖಲಿಸಬೇಕು ಎಂದು ಒತ್ತಾಯಿಸಿದ್ದಾರೆ. bbox=[1260, 1020, 1492, 1166]
sunrise-value: 06.28 AM bbox=[87, 576, 245, 606]
paragraph: ಬಿಡುಗಡೆ ಮಾಡಲಾಯಿತು. ಅಲ್ಲದೆ ಜಿಲ್ಲಾ ಮಟ್ಟದ ಕನ್ನಡ ರಾಜ್ಯೋತ್ಸವ ಪ್ರಶಸ್ತಿ ಪುರಸ್ಕೃತರಾದ ಸಾಗರ್ ಎಸ್.ಹೆಚ್. ಕಾಲೇಜಿನ ದೈಹಿಕ ಶಿಕ್ಷಕರಾದ ರುದ್ರೇಶ್ ಅವರನ್ನು ಸನ್ಮಾನಿಸಲಾಯಿತು. bbox=[830, 1030, 1241, 1091]
paragraph: ವೇಗವಾಗಿ ಅಭಿವೃದ್ಧಿ ಹೊಂದುತ್ತಿರುವ ಕ್ಷೇತ್ರಗಳಲ್ಲಿ ನ್ಯಾಯಾಂಗ ವ್ಯವಸ್ಥೆಯೂ ಒಂದು.ಈಗಾಗಲೇ ಸುಮಾರು 24 ಲಕ್ಷ ವಕೀಲರು ನೋಂದಣಿ ಮಾಡಿಕೊಂಡು ನ್ಯಾಯಾಂಗದ ಹಲವಾರು ವಿಭಾಗಗಳಲ್ಲಿ ಸೇವೆ ಸಲ್ಲಿಸುತ್ತಿದ್ದಾರೆ. ವಕೀಲ ವೃತ್ತಿಯನ್ನು 'ನೋಬಲ್ ಪ್ರೊಫೆಷನ್' ಎಂದು ಕರೆಯಲಾಗುತ್ತದೆ. ಸಮಾಜದ ಏಳಿಗೆಗೆ ವಕೀಲರು ಪ್ರಾಮಾಣಿಕತೆಯಿಂದ ದುಡಿಯಬೇಕು. bbox=[1021, 2048, 1248, 2215]
sun-table bbox=[87, 556, 399, 606]
rashi-title: ಇಂದಿನ ರಾಶಿ ಭವಿಷ್ಯ bbox=[87, 974, 399, 991]
paragraph: ವ್ಯಾಖ್ಯಾನ ಮಾಡುತ್ತಿರುವವರು ವಕೀಲರೇ.ಸಂವಿಧಾನದ ಹೊಸ ನಿರ್ಮಾಣ ಅಲಂಕರಿಸಿ ಸೂಕ್ತ ತೀರ್ಪುಗಳನ್ನು ನೀಡುವವರೂ ಕೂಡ ಮೂಲತಃ ವಕೀಲರೇ ಆಗಿರುತ್ತಾರೆ.ಹಾಗಾಗಿ ವಕೀಲರ ಸಮುದಾಯದ ಮೇಲೆ ಸಮಾಜದ ಮತ್ತು ದೇಶದ ಬಹುದೊಡ್ಡ ಜವಾಬ್ದಾರಿ ಇದೆ. ಅದನ್ನು ಅರಿತು ಕೆಲಸ ಮಾಡುವುದು ಅತ್ಯವಶ್ಯಕ. bbox=[784, 1853, 1012, 1999]
rashi-sign: ಧನಸ್ಸು bbox=[87, 1057, 155, 1073]
paragraph: ಹಾಗೂ ಸ್ವಾತಂತ್ರ್ಯ ನಂತರದ ಸ್ವಾಭಿಮಾನಿ & ಸ್ವಾವಲಂಬಿ ಭಾರತ ನಿರ್ಮಾಣದ ಮಾರ್ಗದರ್ಶಿಯಾದ ನಮ್ಮ ಹೆಮ್ಮೆಯ ಸಂವಿಧಾನವನ್ನು ರಚಿಸುವಲ್ಲಿಯೂ ಕಾನೂನು ತಜ್ಞರ ಪಾತ್ರ ಅದ್ವಿತೀಯ ವಾದದ್ದು.ಅದರಲ್ಲಿ ಬಾಬಾ ಸಾಹೇಬ್ ಅಂಬೇಡ್ಕರ್, ಬೆನಗಲ್ ನರಸಿಂಗ್ ರಾವ್,ಕೆ.ಎಮ್ ಮುನ್ಶಿ,ಎನ್ ಗೋಪಾಲ ಸ್ವಾಮಿ,ಅಲ್ಲಾಡಿ ಕೃಷ್ಣ ಸ್ವಾಮಿ ಅಯ್ಯರ್, ಮೊಹಮ್ಮದ್ ಸಾದುಲ್ಲ,ಡಿ.ಪಿ.ಖೈತಾನ್ ಇವರ ಕೊಡುಗೆ ಅನನ್ಯ. bbox=[312, 1941, 540, 2151]
paragraph: ತುಮಕೂರು,ಡಿ.4- ಶಾಸಕ ಬಸವನಗೌಡ ಯತ್ನಾಳ್ ವಕ್ಪ್ ಆಸ್ತಿ ವಿರುದ್ಧ ಹೋರಾಟದ ಸಾರ್ವಜನಿಕ ಸಭೆಯಲ್ಲಿ ರಾಜ್ಯ ಸರ್ಕಾರ ನಿಷೇಧ ಮಾಡಿದ ನಿಷೇಧಿತ ಪದ ಬಳಕೆ ಮಾಡಿ ವ್ಯಂಗ್ಯವಾಗಿ ಬಳಸಿ ಸವಿತಾ ಸಮಾಜಕ್ಕೆ ಅವಮಾನಿಸಿದ್ದಾರೆ. ತಕ್ಷಣ ಕ್ಷಮೆಯಾಚಿಸಬೇಕು ಇಲ್ಲದಿದ್ದಲ್ಲಿ ತುಮಕೂರು ಜಿಲ್ಲಾ ಮಟ್ಟದಲ್ಲಿ ಹೋರಾಟ ಮಾಡಬೇಕಾಗುತ್ತದೆ ಎಂದು ತುಮಕೂರು ಜಿಲ್ಲಾ ಸವಿತಾ ಸಮಾಜದ ಯುವ ಪಡೆಯ ಜಿಲ್ಲಾಧ್ಯಕ್ಷ ವೆಂಕಟರಾಮನಾಥ್ ಎಚ್ಚರಿಕೆ ನೀಡಿದ್ದಾರೆ. bbox=[1260, 804, 1492, 1014]
story1-col2 bbox=[735, 448, 1183, 676]
tithi-value: ಇವತ್ತು ತದಿಗೆ 01:10 PM ತನಕ ನಂತರ ಚೌತಿ bbox=[87, 855, 243, 901]
story1-col3 bbox=[1192, 221, 1491, 676]
surya-rashi-value: ವೃಶ್ಚಿಕ bbox=[87, 670, 190, 688]
paragraph: ವಕೀಲ ವೃತ್ತಿಗೆ ಹೊಸದಾಗಿ ಬರುವ ಯುವ ವಕೀಲರಿಗೆ ಮಾರ್ಗದರ್ಶನ, ಪ್ರೋತ್ಸಾಹ ಅಗತ್ಯ. ಹಿರಿಯ ವಕೀಲರು ಯುವ ವಕೀಲರನ್ನು ಬೆಳೆಸುವಲ್ಲಿ ಶ್ರಮಿಸಬೇಕು. ಇಂದಿನ ವಕೀಲರ ದಿನಾಚರಣೆಯ ಸಂದರ್ಭದಲ್ಲಿ ನ್ಯಾಯಾಂಗ ಕ್ಷೇತ್ರದ ಘನತೆಯನ್ನು ಎತ್ತಿ ಹಿಡಿಯುವ ಶಪಥ ಮಾಡೋಣ. ಇದು ಈ ಮುಂದಿನ ಪೀಳಿಗೆಗೆ ಮಾದರಿಯಾಗಲಿ. bbox=[1258, 2026, 1492, 2173]
